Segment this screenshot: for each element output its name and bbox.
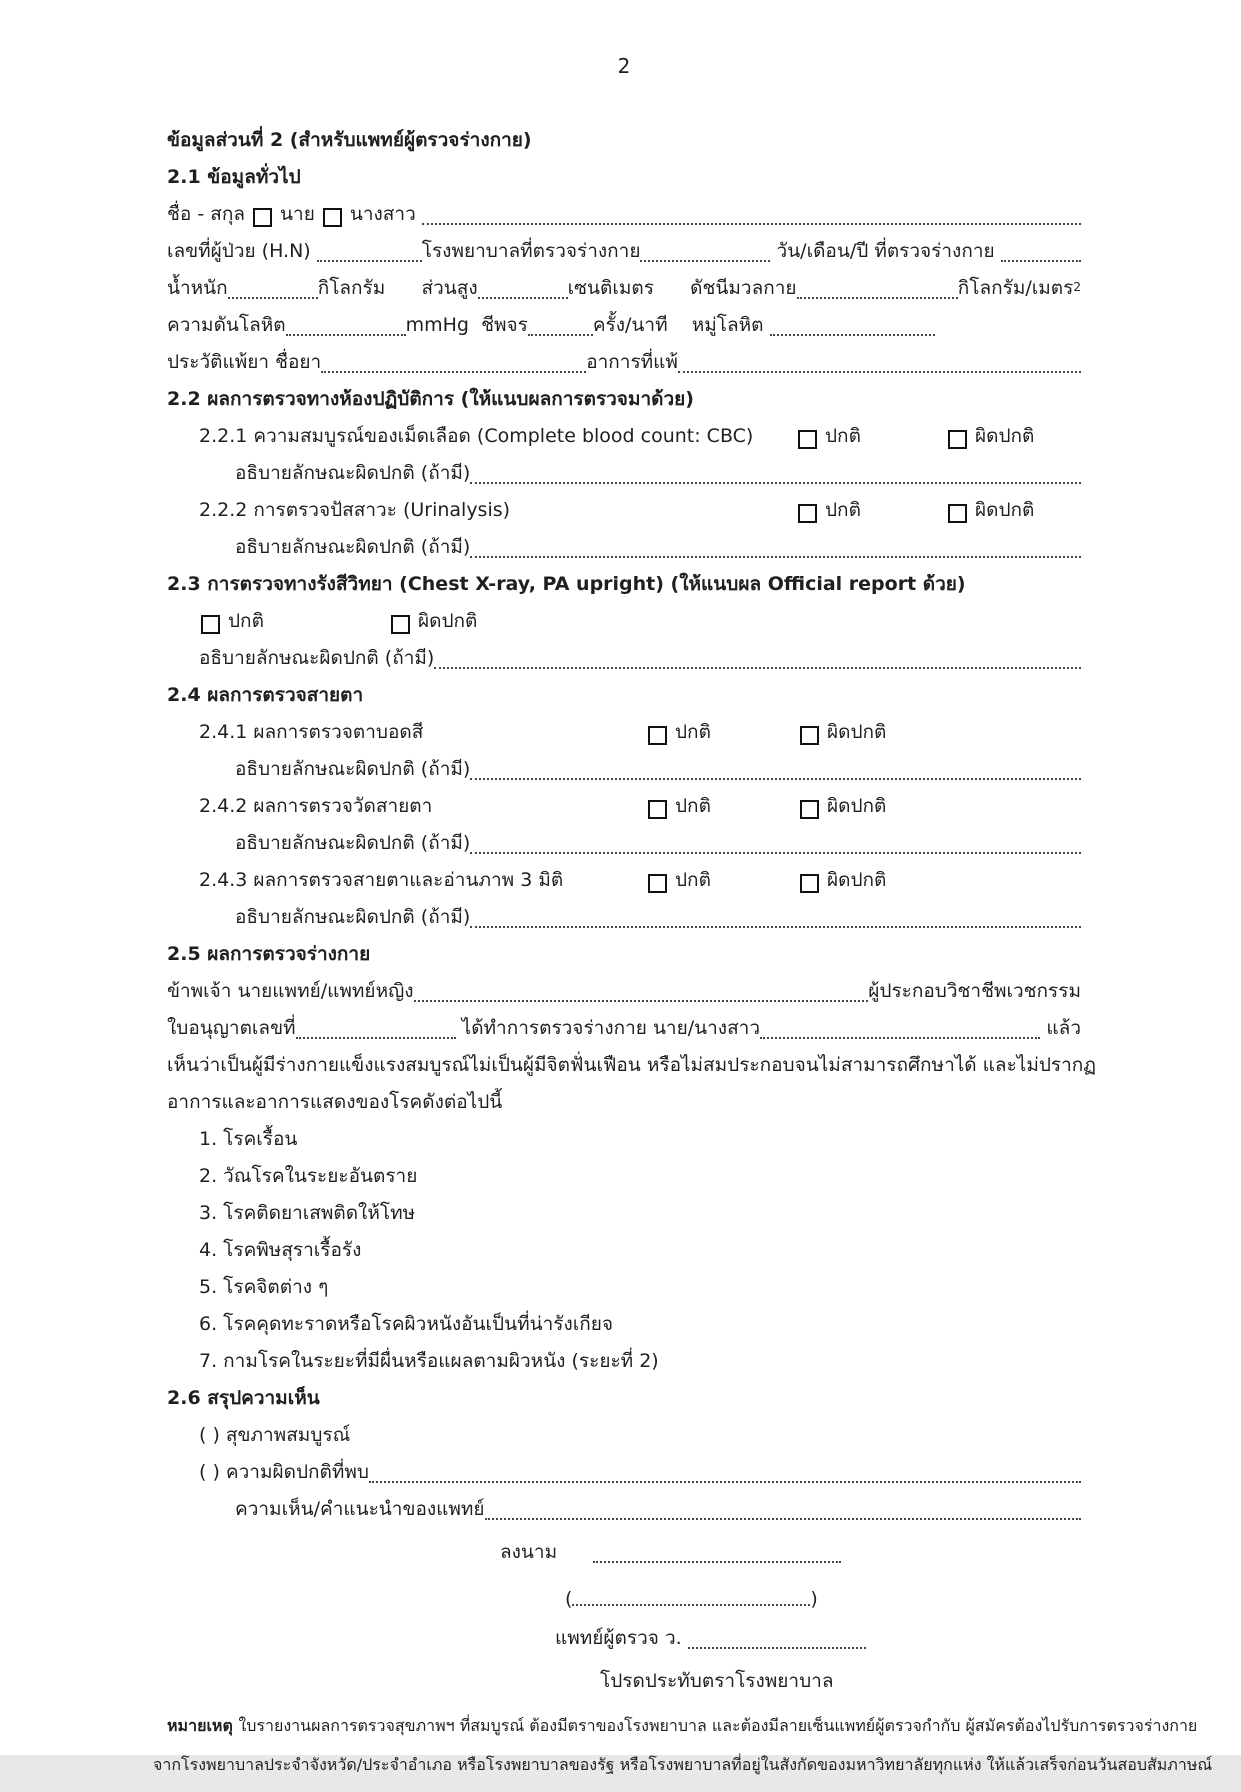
text-run: อาการและอาการแสดงของโรคดังต่อไปนี้	[167, 1091, 503, 1113]
text-run: นางสาว	[349, 203, 422, 225]
text-run: อธิบายลักษณะผิดปกติ (ถ้ามี)	[199, 647, 435, 669]
section-2-6-header	[167, 1376, 1081, 1413]
checkbox-stereo-abnormal-cell	[798, 865, 1081, 895]
text-run: 2	[1073, 280, 1081, 294]
checkbox-urinalysis-abnormal[interactable]	[948, 504, 967, 523]
checkbox-cbc-abnormal[interactable]	[948, 430, 967, 449]
checkbox-stereo-abnormal-label: ผิดปกติ	[827, 869, 887, 891]
checkbox-urinalysis-normal-label: ปกติ	[825, 499, 861, 521]
text-run: 4. โรคพิษสุราเรื้อรัง	[199, 1239, 362, 1261]
section-2-3-header	[167, 562, 1081, 599]
text-run: ความดันโลหิต	[167, 314, 286, 336]
bold-text: 2.6 สรุปความเห็น	[167, 1387, 320, 1409]
checkbox-urinalysis-normal-cell	[796, 495, 946, 525]
text-run: ครั้ง/นาที หมู่โลหิต	[592, 314, 770, 336]
hospital-blank	[640, 260, 770, 262]
text-run: ข้าพเจ้า นายแพทย์/แพทย์หญิง	[167, 980, 414, 1002]
row-2-4-2-vision	[167, 784, 1081, 821]
text-run: 2.4.2 ผลการตรวจวัดสายตา	[199, 795, 433, 817]
section-2-1-header	[167, 155, 1081, 192]
drug-name-blank	[321, 371, 586, 373]
hn-blank	[317, 260, 422, 262]
bold-text: ข้อมูลส่วนที่ 2 (สำหรับแพทย์ผู้ตรวจร่างกาย)	[167, 129, 532, 151]
checkbox-xray-abnormal-cell	[389, 606, 589, 636]
document-body	[153, 118, 1213, 1792]
bold-text: 2.3 การตรวจทางรังสีวิทยา (Chest X-ray, PA upright) (ให้แนบผล Official report ด้วย)	[167, 573, 966, 595]
hn-hospital-date-row	[167, 229, 1081, 266]
checkbox-cbc-normal[interactable]	[798, 430, 817, 449]
bold-text: 2.4 ผลการตรวจสายตา	[167, 684, 364, 706]
row-2-4-1-abnormal-detail	[167, 747, 1081, 784]
text-run: 6. โรคคุดทะราดหรือโรคผิวหนังอันเป็นที่น่ารังเกียจ	[199, 1313, 614, 1335]
name-title-row	[167, 192, 1081, 229]
weight-blank	[228, 297, 318, 299]
checkbox-title-mr[interactable]	[253, 208, 272, 227]
fitness-statement-line-1	[167, 1043, 1097, 1080]
checkbox-stereo-normal-label: ปกติ	[675, 869, 711, 891]
name-blank	[422, 223, 1081, 225]
page-number: 2	[617, 54, 631, 78]
text-run: โรงพยาบาลที่ตรวจร่างกาย	[421, 240, 641, 262]
section-2-4-header	[167, 673, 1081, 710]
bold-text: 2.1 ข้อมูลทั่วไป	[167, 166, 301, 188]
checkbox-urinalysis-abnormal-cell	[946, 495, 1081, 525]
checkbox-vision-abnormal-label: ผิดปกติ	[827, 795, 887, 817]
checkbox-xray-normal[interactable]	[201, 615, 220, 634]
examinee-name-blank	[760, 1037, 1040, 1039]
disease-item-7	[167, 1339, 1081, 1376]
text-run: ( ) ความผิดปกติที่พบ	[199, 1461, 369, 1483]
checkbox-stereo-normal[interactable]	[648, 874, 667, 893]
row-2-2-2-urinalysis	[167, 488, 1081, 525]
text-run: โปรดประทับตราโรงพยาบาล	[600, 1670, 834, 1692]
text-run: น้ำหนัก	[167, 277, 228, 299]
checkbox-vision-normal[interactable]	[648, 800, 667, 819]
license-examinee-row	[167, 1006, 1081, 1043]
text-run: ชื่อ - สกุล	[167, 203, 252, 225]
checkbox-colorblind-normal-cell	[646, 717, 798, 747]
text-run: ใบอนุญาตเลขที่	[167, 1017, 296, 1039]
blood-group-blank	[770, 334, 935, 336]
section-2-2-header	[167, 377, 1081, 414]
checkbox-xray-normal-label: ปกติ	[228, 610, 264, 632]
text-run: อธิบายลักษณะผิดปกติ (ถ้ามี)	[235, 462, 471, 484]
text-run: เลขที่ผู้ป่วย (H.N)	[167, 240, 317, 262]
checkbox-title-miss[interactable]	[323, 208, 342, 227]
checkbox-colorblind-abnormal-label: ผิดปกติ	[827, 721, 887, 743]
text-run: ได้ทำการตรวจร่างกาย นาย/นางสาว	[455, 1017, 761, 1039]
xray-abnormal-detail	[167, 636, 1081, 673]
text-run: 3. โรคติดยาเสพติดให้โทษ	[199, 1202, 416, 1224]
bold-text: หมายเหตุ	[167, 1716, 239, 1735]
footnote-line-1	[167, 1714, 1198, 1753]
row-2-2-1-cbc	[167, 414, 1081, 451]
row-2-2-2-abnormal-detail	[167, 525, 1081, 562]
text-run: กิโลกรัม ส่วนสูง	[317, 277, 478, 299]
checkbox-cbc-normal-cell	[796, 421, 946, 451]
cbc-abnormal-detail-blank	[470, 482, 1081, 484]
checkbox-xray-abnormal[interactable]	[391, 615, 410, 634]
disease-item-3	[167, 1191, 1081, 1228]
doctor-comment-row	[167, 1487, 1081, 1524]
text-run: ลงนาม	[500, 1541, 594, 1563]
colorblind-abnormal-detail-blank	[470, 778, 1081, 780]
disease-item-6	[167, 1302, 1081, 1339]
xray-abnormal-detail-blank	[434, 667, 1081, 669]
checkbox-urinalysis-normal[interactable]	[798, 504, 817, 523]
fitness-statement-line-2	[167, 1080, 1081, 1117]
disease-item-4	[167, 1228, 1081, 1265]
text-run: ความเห็น/คำแนะนำของแพทย์	[235, 1498, 485, 1520]
checkbox-vision-abnormal[interactable]	[800, 800, 819, 819]
part2-header	[167, 118, 1081, 155]
text-run: ใบรายงานผลการตรวจสุขภาพฯ ที่สมบูรณ์ ต้องมีตราของโรงพยาบาล และต้องมีลายเซ็นแพทย์ผู้ตรวจกำกับ ผู้สมัครต้องไปรับการตรวจร่างกาย	[238, 1716, 1198, 1735]
doctor-name-blank	[414, 1000, 869, 1002]
text-run: 2.4.1 ผลการตรวจตาบอดสี	[199, 721, 424, 743]
text-run: 7. กามโรคในระยะที่มีผื่นหรือแผลตามผิวหนัง (ระยะที่ 2)	[199, 1350, 659, 1372]
checkbox-vision-abnormal-cell	[798, 791, 1081, 821]
checkbox-cbc-normal-label: ปกติ	[825, 425, 861, 447]
checkbox-vision-normal-label: ปกติ	[675, 795, 711, 817]
text-run: 1. โรคเรื้อน	[199, 1128, 298, 1150]
bold-text: 2.2 ผลการตรวจทางห้องปฏิบัติการ (ให้แนบผลการตรวจมาด้วย)	[167, 388, 694, 410]
blood-pressure-pulse-bloodgroup-row	[167, 303, 1081, 340]
row-2-4-2-abnormal-detail	[167, 821, 1081, 858]
text-run: อธิบายลักษณะผิดปกติ (ถ้ามี)	[235, 906, 471, 928]
drug-allergy-row	[167, 340, 1081, 377]
text-run: จากโรงพยาบาลประจำจังหวัด/ประจำอำเภอ หรือโรงพยาบาลของรัฐ หรือโรงพยาบาลที่อยู่ในสังกัดของมหาวิทยาลัยทุกแห่ง ให้แล้วเสร็จก่อนวันสอบสัมภาษณ์	[153, 1755, 1213, 1774]
text-run: (	[565, 1588, 573, 1610]
text-run: อาการที่แพ้	[586, 351, 678, 373]
xray-result-row	[167, 599, 1081, 636]
checkbox-cbc-abnormal-cell	[946, 421, 1081, 451]
vision-abnormal-detail-blank	[470, 852, 1081, 854]
footnote-line-2	[153, 1753, 1213, 1792]
checkbox-colorblind-abnormal[interactable]	[800, 726, 819, 745]
checkbox-cbc-abnormal-label: ผิดปกติ	[975, 425, 1035, 447]
checkbox-xray-abnormal-label: ผิดปกติ	[418, 610, 478, 632]
text-run: กิโลกรัม/เมตร	[957, 277, 1074, 299]
pulse-blank	[528, 334, 593, 336]
text-run: 2.4.3 ผลการตรวจสายตาและอ่านภาพ 3 มิติ	[199, 869, 564, 891]
text-run: อธิบายลักษณะผิดปกติ (ถ้ามี)	[235, 832, 471, 854]
sign-row	[167, 1524, 1081, 1567]
text-run: 5. โรคจิตต่าง ๆ	[199, 1276, 329, 1298]
text-run: ( ) สุขภาพสมบูรณ์	[199, 1424, 351, 1446]
text-run: เซนติเมตร ดัชนีมวลกาย	[567, 277, 797, 299]
examiner-license-blank	[688, 1647, 866, 1649]
opt-healthy-row	[167, 1413, 1081, 1450]
text-run: 2.2.2 การตรวจปัสสาวะ (Urinalysis)	[199, 499, 511, 521]
text-run: แล้ว	[1040, 1017, 1081, 1039]
allergy-symptom-blank	[678, 371, 1081, 373]
text-run: )	[810, 1588, 818, 1610]
text-run: แพทย์ผู้ตรวจ ว.	[555, 1627, 688, 1649]
row-2-4-3-stereo	[167, 858, 1081, 895]
weight-height-bmi-row	[167, 266, 1081, 303]
text-run: 2.2.1 ความสมบูรณ์ของเม็ดเลือด (Complete blood count: CBC)	[199, 425, 754, 447]
urinalysis-abnormal-detail-blank	[470, 556, 1081, 558]
text-run: อธิบายลักษณะผิดปกติ (ถ้ามี)	[235, 536, 471, 558]
disease-item-1	[167, 1117, 1081, 1154]
checkbox-colorblind-abnormal-cell	[798, 717, 1081, 747]
text-run: เห็นว่าเป็นผู้มีร่างกายแข็งแรงสมบูรณ์ไม่เป็นผู้มีจิตฟั่นเฟือน หรือไม่สมประกอบจนไม่สามารถศึกษาได้ และไม่ปรากฏ	[167, 1054, 1097, 1076]
doctor-name-row	[167, 969, 1081, 1006]
text-run: ประวัติแพ้ยา ชื่อยา	[167, 351, 322, 373]
height-blank	[478, 297, 568, 299]
row-2-4-3-abnormal-detail	[167, 895, 1081, 932]
doctor-comment-blank	[485, 1518, 1081, 1520]
checkbox-urinalysis-abnormal-label: ผิดปกติ	[975, 499, 1035, 521]
bold-text: 2.5 ผลการตรวจร่างกาย	[167, 943, 371, 965]
hospital-seal-row	[167, 1653, 1081, 1696]
text-run: นาย	[280, 203, 321, 225]
sign-name-row	[167, 1567, 1081, 1610]
text-run: 2. วัณโรคในระยะอันตราย	[199, 1165, 418, 1187]
text-run: วัน/เดือน/ปี ที่ตรวจร่างกาย	[770, 240, 1001, 262]
examiner-license-row	[167, 1610, 1081, 1653]
stereo-abnormal-detail-blank	[470, 926, 1081, 928]
checkbox-vision-normal-cell	[646, 791, 798, 821]
bmi-blank	[797, 297, 958, 299]
checkbox-colorblind-normal[interactable]	[648, 726, 667, 745]
checkbox-xray-normal-cell	[199, 606, 389, 636]
signer-name-blank	[572, 1604, 810, 1606]
checkbox-stereo-abnormal[interactable]	[800, 874, 819, 893]
checkbox-stereo-normal-cell	[646, 865, 798, 895]
text-run: อธิบายลักษณะผิดปกติ (ถ้ามี)	[235, 758, 471, 780]
text-run: mmHg ชีพจร	[405, 314, 528, 336]
bp-blank	[286, 334, 406, 336]
row-2-4-1-colorblind	[167, 710, 1081, 747]
row-2-2-1-abnormal-detail	[167, 451, 1081, 488]
disease-item-2	[167, 1154, 1081, 1191]
section-2-5-header	[167, 932, 1081, 969]
signature-blank	[593, 1561, 841, 1563]
abnormal-found-blank	[369, 1481, 1081, 1483]
checkbox-colorblind-normal-label: ปกติ	[675, 721, 711, 743]
exam-date-blank	[1001, 260, 1081, 262]
disease-item-5	[167, 1265, 1081, 1302]
opt-abnormal-row	[167, 1450, 1081, 1487]
text-run: ผู้ประกอบวิชาชีพเวชกรรม	[868, 980, 1081, 1002]
license-no-blank	[296, 1037, 456, 1039]
